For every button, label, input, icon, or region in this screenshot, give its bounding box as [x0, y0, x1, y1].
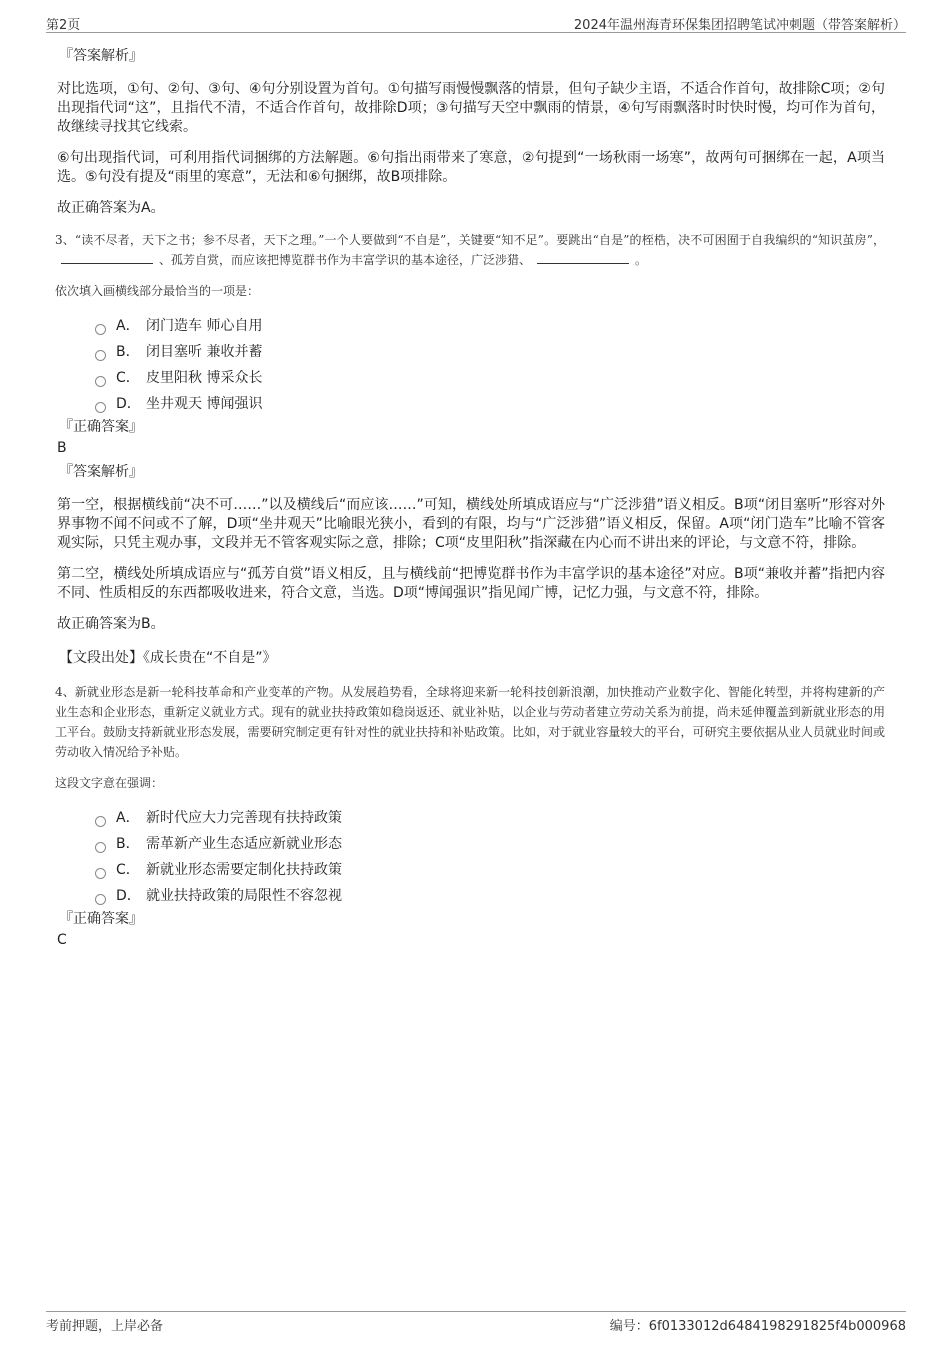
analysis-paragraph: 第二空，横线处所填成语应与“孤芳自赏”语义相反，且与横线前“把博览群书作为丰富学识的基本途径”对应。B项“兼收并蓄”指把内容不同、性质相反的东西都吸收进来，符合文意，当选。D项“博闻强识”指见闻广博，记忆力强，与文意不符，排除。 [57, 566, 885, 601]
radio-button-icon[interactable] [95, 868, 106, 879]
radio-button-icon[interactable] [95, 402, 106, 413]
document-title: 2024年温州海青环保集团招聘笔试冲刺题（带答案解析） [573, 18, 906, 33]
document-body [55, 46, 885, 954]
radio-button-icon[interactable] [95, 842, 106, 853]
option-c[interactable]: C． 皮里阳秋 博采众长 [95, 365, 885, 391]
page-number: 第2页 [46, 18, 81, 33]
page-header [46, 12, 906, 33]
question-4 [55, 682, 885, 950]
analysis-paragraph: ⑥句出现指代词，可利用指代词捆绑的方法解题。⑥句指出雨带来了寒意，②句提到“一场秋雨一场寒”，故两句可捆绑在一起，A项当选。⑤句没有提及“雨里的寒意”，无法和⑥句捆绑，故B项排除。 [57, 150, 885, 185]
option-a[interactable]: A． 闭门造车 师心自用 [95, 313, 885, 339]
analysis-conclusion: 故正确答案为A。 [57, 200, 165, 216]
blank-line [61, 251, 153, 264]
question-prompt: 依次填入画横线部分最恰当的一项是： [55, 284, 260, 298]
question-stem: 3、“读不尽者，天下之书；参不尽者，天下之理。”一个人要做到“不自是”，关键要“知不足”。要跳出“自是”的桎梏，决不可困囿于自我编织的“知识茧房”，、孤芳自赏，而应该把博览群书作为丰富学识的基本途径，广泛涉猎、 。 [55, 233, 885, 267]
footer-slogan: 考前押题，上岸必备 [46, 1319, 164, 1334]
radio-button-icon[interactable] [95, 350, 106, 361]
correct-answer-label: 『正确答案』 [59, 419, 143, 435]
option-d[interactable]: D． 坐井观天 博闻强识 [95, 391, 885, 417]
option-b[interactable]: B． 闭目塞听 兼收并蓄 [95, 339, 885, 365]
question-prompt: 这段文字意在强调： [55, 776, 164, 790]
analysis-paragraph: 对比选项，①句、②句、③句、④句分别设置为首句。①句描写雨慢慢飘落的情景，但句子缺少主语，不适合作首句，故排除C项；②句出现指代词“这”，且指代不清，不适合作首句，故排除D项；③句描写天空中飘雨的情景，④句写雨飘落时时快时慢，均可作为首句，故继续寻找其它线索。 [57, 81, 885, 135]
radio-button-icon[interactable] [95, 376, 106, 387]
q2-analysis [55, 46, 885, 218]
option-d[interactable]: D． 就业扶持政策的局限性不容忽视 [95, 883, 885, 909]
radio-button-icon[interactable] [95, 816, 106, 827]
option-c[interactable]: C． 新就业形态需要定制化扶持政策 [95, 857, 885, 883]
option-list [95, 805, 885, 909]
radio-button-icon[interactable] [95, 894, 106, 905]
correct-answer: C [57, 932, 67, 948]
page-footer [46, 1311, 906, 1336]
radio-button-icon[interactable] [95, 324, 106, 335]
document-id: 编号：6f0133012d6484198291825f4b000968 [609, 1319, 906, 1334]
correct-answer: B [57, 440, 67, 456]
analysis-conclusion: 故正确答案为B。 [57, 616, 165, 632]
option-b[interactable]: B． 需革新产业生态适应新就业形态 [95, 831, 885, 857]
blank-line [537, 251, 629, 264]
text-source: 【文段出处】《成长贵在“不自是”》 [59, 650, 277, 666]
analysis-label: 『答案解析』 [59, 48, 143, 64]
analysis-label: 『答案解析』 [59, 464, 143, 480]
option-list [95, 313, 885, 417]
analysis-paragraph: 第一空，根据横线前“决不可……”以及横线后“而应该……”可知，横线处所填成语应与“广泛涉猎”语义相反。B项“闭目塞听”形容对外界事物不闻不问或不了解，D项“坐井观天”比喻眼光狭小，看到的有限，均与“广泛涉猎”语义相反，保留。A项“闭门造车”比喻不管客观实际，只凭主观办事，文段并无不管客观实际之意，排除；C项“皮里阳秋”指深藏在内心而不讲出来的评论，与文意不符，排除。 [57, 497, 885, 551]
correct-answer-label: 『正确答案』 [59, 911, 143, 927]
question-3 [55, 230, 885, 668]
option-a[interactable]: A． 新时代应大力完善现有扶持政策 [95, 805, 885, 831]
question-stem: 4、新就业形态是新一轮科技革命和产业变革的产物。从发展趋势看，全球将迎来新一轮科技创新浪潮，加快推动产业数字化、智能化转型，并将构建新的产业生态和企业形态，重新定义就业方式。现有的就业扶持政策如稳岗返还、就业补贴，以企业与劳动者建立劳动关系为前提，尚未延伸覆盖到新就业形态的用工平台。鼓励支持新就业形态发展，需要研究制定更有针对性的就业扶持和补贴政策。比如，对于就业容量较大的平台，可研究主要依据从业人员就业时间或劳动收入情况给予补贴。 [55, 685, 885, 759]
